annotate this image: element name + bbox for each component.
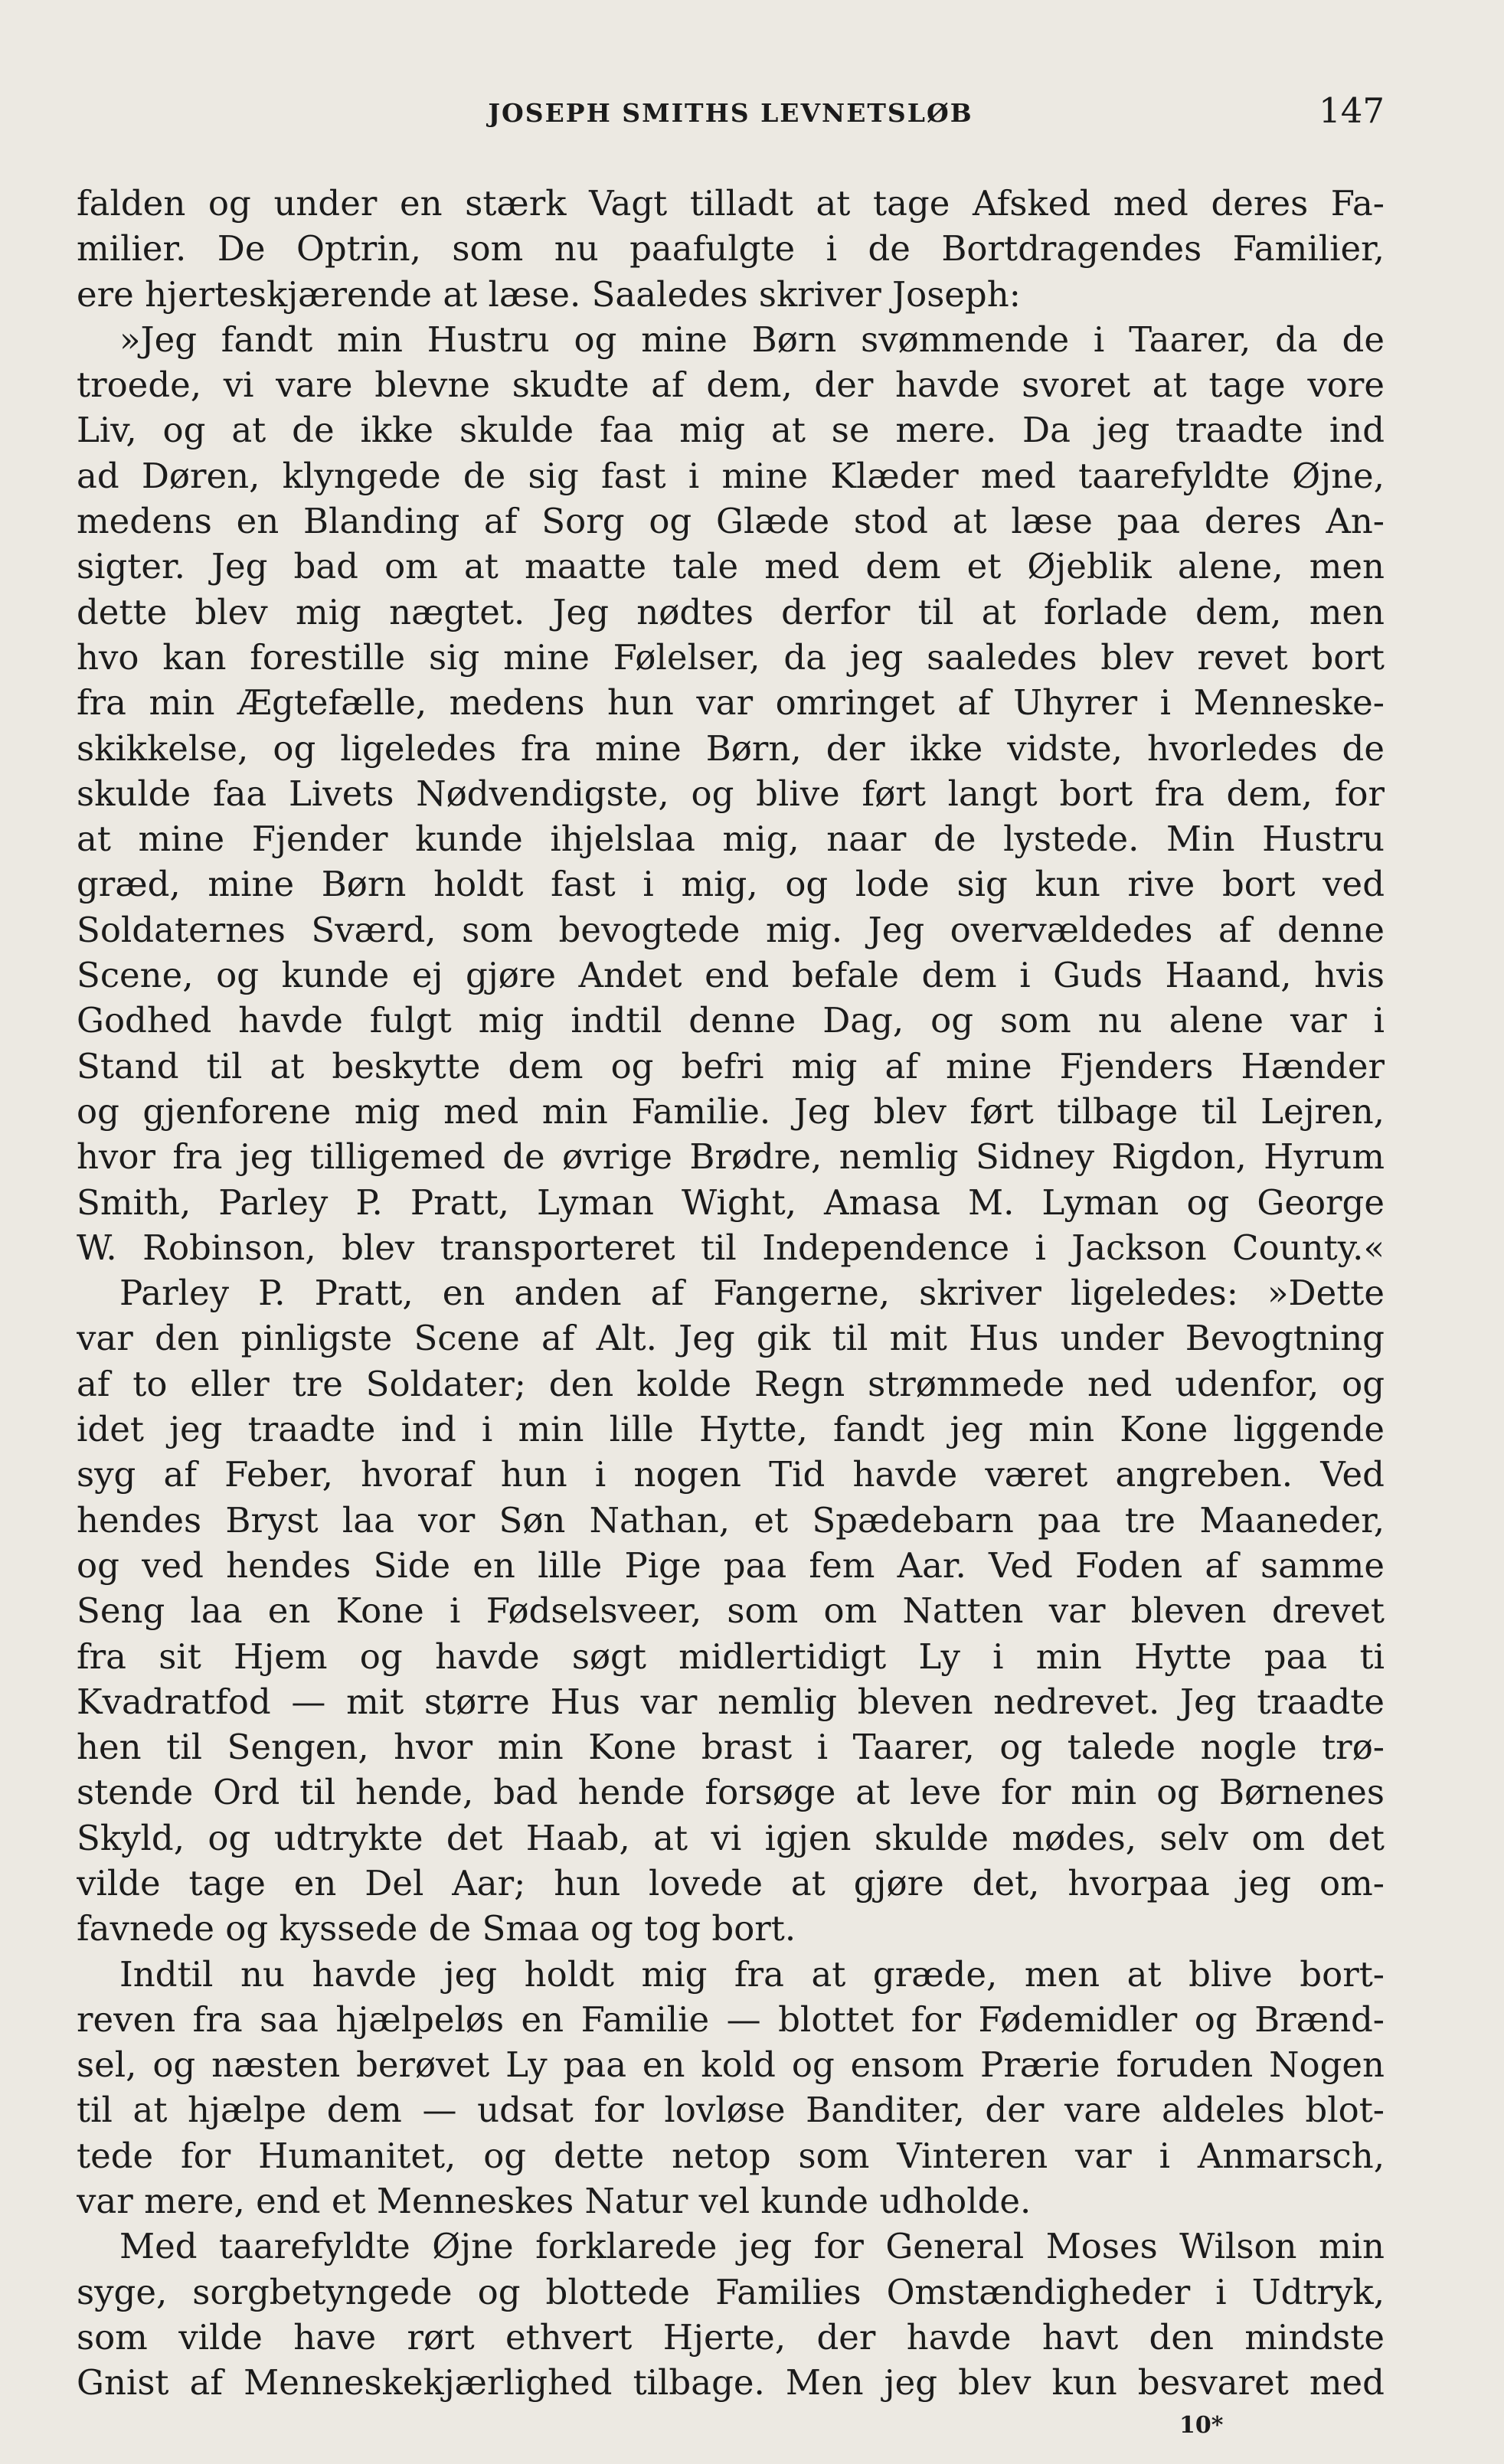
text-line: falden og under en stærk Vagt tilladt at tage Afsked med deres Fa- [77,183,1385,224]
text-line: Seng laa en Kone i Fødselsveer, som om Natten var bleven drevet [77,1590,1385,1632]
text-line: idet jeg traadte ind i min lille Hytte, fandt jeg min Kone liggende [77,1409,1385,1450]
text-line: medens en Blanding af Sorg og Glæde stod at læse paa deres An- [77,501,1385,542]
text-line: var den pinligste Scene af Alt. Jeg gik til mit Hus under Bevogtning [77,1318,1385,1359]
text-line: ere hjerteskjærende at læse. Saaledes skriver Joseph: [77,273,1021,315]
text-line: fra min Ægtefælle, medens hun var omringet af Uhyrer i Menneske- [77,682,1385,724]
text-line: Indtil nu havde jeg holdt mig fra at græde, men at blive bort- [119,1953,1385,1995]
text-line: syg af Feber, hvoraf hun i nogen Tid havde været angreben. Ved [77,1454,1385,1495]
text-line: hvo kan forestille sig mine Følelser, da jeg saaledes blev revet bort [77,636,1385,678]
text-line: milier. De Optrin, som nu paafulgte i de Bortdragendes Familier, [77,228,1385,270]
text-line: og ved hendes Side en lille Pige paa fem Aar. Ved Foden af samme [77,1544,1385,1586]
page-header [77,90,1385,136]
text-line: reven fra saa hjælpeløs en Familie — blottet for Fødemidler og Brænd- [77,1998,1385,2040]
text-line: Godhed havde fulgt mig indtil denne Dag, og som nu alene var i [77,1000,1385,1041]
running-title: JOSEPH SMITHS LEVNETSLØB [488,98,973,128]
text-line: »Jeg fandt min Hustru og mine Børn svømmende i Taarer, da de [119,319,1385,360]
text-line: hendes Bryst laa vor Søn Nathan, et Spædebarn paa tre Maaneder, [77,1499,1385,1541]
text-line: Kvadratfod — mit større Hus var nemlig bleven nedrevet. Jeg traadte [77,1681,1385,1722]
text-line: Liv, og at de ikke skulde faa mig at se mere. Da jeg traadte ind [77,410,1385,451]
text-line: at mine Fjender kunde ihjelslaa mig, naar de lystede. Min Hustru [77,819,1385,860]
text-line: stende Ord til hende, bad hende forsøge at leve for min og Børnenes [77,1772,1385,1813]
text-line: Soldaternes Sværd, som bevogtede mig. Jeg overvældedes af denne [77,909,1385,950]
text-line: hen til Sengen, hvor min Kone brast i Taarer, og talede nogle trø- [77,1727,1385,1768]
text-line: Gnist af Menneskekjærlighed tilbage. Men jeg blev kun besvaret med [77,2362,1385,2404]
text-line: Stand til at beskytte dem og befri mig af mine Fjenders Hænder [77,1045,1385,1087]
text-line: af to eller tre Soldater; den kolde Regn strømmede ned udenfor, og [77,1363,1385,1404]
printer-signature: 10* [1179,2412,1224,2439]
text-line: Smith, Parley P. Pratt, Lyman Wight, Amasa M. Lyman og George [77,1181,1385,1223]
text-line: dette blev mig nægtet. Jeg nødtes derfor til at forlade dem, men [77,591,1385,632]
text-line: græd, mine Børn holdt fast i mig, og lode sig kun rive bort ved [77,864,1385,905]
text-line: fra sit Hjem og havde søgt midlertidigt Ly i min Hytte paa ti [77,1636,1385,1677]
body-text [77,181,1385,2406]
text-line: W. Robinson, blev transporteret til Independence i Jackson County.« [77,1227,1385,1268]
text-line: sigter. Jeg bad om at maatte tale med dem et Øjeblik alene, men [77,546,1385,587]
text-line: skulde faa Livets Nødvendigste, og blive ført langt bort fra dem, for [77,773,1385,814]
text-line: sel, og næsten berøvet Ly paa en kold og ensom Prærie foruden Nogen [77,2044,1385,2086]
text-line: troede, vi vare blevne skudte af dem, der havde svoret at tage vore [77,364,1385,406]
text-line: Med taarefyldte Øjne forklarede jeg for General Moses Wilson min [119,2226,1385,2267]
text-line: vilde tage en Del Aar; hun lovede at gjøre det, hvorpaa jeg om- [77,1862,1385,1904]
text-line: Parley P. Pratt, en anden af Fangerne, skriver ligeledes: »Dette [119,1273,1385,1314]
text-line: syge, sorgbetyngede og blottede Families Omstændigheder i Udtryk, [77,2271,1385,2312]
text-line: Scene, og kunde ej gjøre Andet end befale dem i Guds Haand, hvis [77,955,1385,996]
text-line: som vilde have rørt ethvert Hjerte, der havde havt den mindste [77,2316,1385,2358]
text-line: skikkelse, og ligeledes fra mine Børn, der ikke vidste, hvorledes de [77,727,1385,769]
text-line: til at hjælpe dem — udsat for lovløse Banditer, der vare aldeles blot- [77,2090,1385,2131]
text-line: og gjenforene mig med min Familie. Jeg blev ført tilbage til Lejren, [77,1090,1385,1132]
text-line: favnede og kyssede de Smaa og tog bort. [77,1908,796,1949]
text-line: tede for Humanitet, og dette netop som Vinteren var i Anmarsch, [77,2135,1385,2176]
text-line: var mere, end et Menneskes Natur vel kunde udholde. [77,2181,1032,2222]
text-line: Skyld, og udtrykte det Haab, at vi igjen skulde mødes, selv om det [77,1817,1385,1858]
text-line: hvor fra jeg tilligemed de øvrige Brødre, nemlig Sidney Rigdon, Hyrum [77,1136,1385,1178]
text-line: ad Døren, klyngede de sig fast i mine Klæder med taarefyldte Øjne, [77,455,1385,496]
page-number: 147 [1319,90,1385,131]
